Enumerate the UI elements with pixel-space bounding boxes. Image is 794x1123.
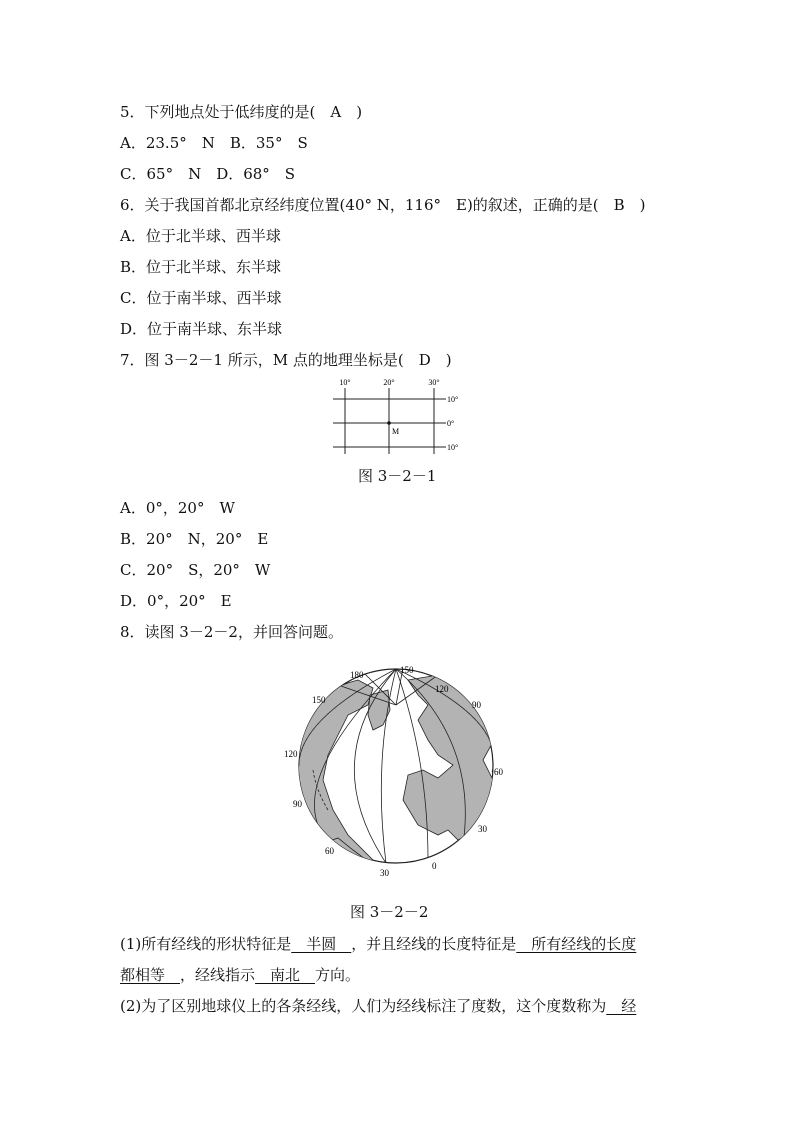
q6-option-d: D．位于南半球、东半球 <box>120 320 283 338</box>
q8-part1-text-d: 方向。 <box>315 966 361 984</box>
grid-right-label-3: 10° <box>447 443 459 452</box>
label-180: 180 <box>350 670 364 680</box>
q8-part1-text-b: ，并且经线的长度特征是 <box>351 935 517 953</box>
q7-option-c: C．20° S，20° W <box>120 561 271 579</box>
q7-stem: 7．图 3－2－1 所示，M 点的地理坐标是( D ) <box>120 351 452 369</box>
grid-top-label-2: 20° <box>383 378 395 387</box>
label-90-left: 90 <box>293 799 302 809</box>
figure-3-2-2-caption: 图 3－2－2 <box>350 903 429 921</box>
q8-stem: 8．读图 3－2－2，并回答问题。 <box>120 623 343 641</box>
q8-part2-text-a: (2)为了区别地球仪上的各条经线，人们为经线标注了度数，这个度数称为 <box>120 997 607 1015</box>
label-90-right: 90 <box>472 700 481 710</box>
label-30-right: 30 <box>478 824 487 834</box>
figure-3-2-1-caption: 图 3－2－1 <box>358 467 437 485</box>
q8-part1-text-c: ，经线指示 <box>180 966 256 984</box>
q6-option-a: A．位于北半球、西半球 <box>120 227 281 245</box>
q8-part1-line1 <box>120 934 636 954</box>
label-120-top: 120 <box>435 684 449 694</box>
q6-option-b: B．位于北半球、东半球 <box>120 258 282 276</box>
q8-part1-answer2: 所有经线的长度 <box>516 935 637 953</box>
q8-part1-answer2-cont: 都相等 <box>120 966 181 984</box>
q8-part2-line1 <box>120 996 636 1016</box>
label-30-bottom: 30 <box>380 868 389 878</box>
grid-top-label-3: 30° <box>428 378 440 387</box>
point-m <box>387 421 391 425</box>
q8-part1-answer1: 半圆 <box>291 935 352 953</box>
q7-option-b: B．20° N，20° E <box>120 530 269 548</box>
q6-option-c: C．位于南半球、西半球 <box>120 289 282 307</box>
q7-option-d: D．0°，20° E <box>120 592 232 610</box>
label-0: 0 <box>432 861 437 871</box>
q8-part2-answer: 经 <box>606 997 637 1015</box>
grid-right-label-1: 10° <box>447 395 459 404</box>
label-150-top: 150 <box>400 665 414 675</box>
label-150-left: 150 <box>312 695 326 705</box>
figure-3-2-1-grid <box>330 376 470 456</box>
label-120-left: 120 <box>284 749 298 759</box>
q7-option-a: A．0°，20° W <box>120 499 235 517</box>
q8-part1-text-a: (1)所有经线的形状特征是 <box>120 935 292 953</box>
label-60-left: 60 <box>325 846 334 856</box>
label-60-right: 60 <box>494 767 503 777</box>
q8-part1-line2 <box>120 965 360 985</box>
q5-options-cd: C．65° N D．68° S <box>120 165 296 183</box>
figure-3-2-2-globe <box>278 660 518 880</box>
grid-right-label-2: 0° <box>447 419 455 428</box>
q5-options-ab: A．23.5° N B．35° S <box>120 134 308 152</box>
point-m-label: M <box>392 427 400 436</box>
q8-part1-answer3: 南北 <box>255 966 316 984</box>
grid-top-label-1: 10° <box>339 378 351 387</box>
q6-stem: 6．关于我国首都北京经纬度位置(40° N，116° E)的叙述，正确的是( B ) <box>120 196 646 214</box>
q5-stem: 5．下列地点处于低纬度的是( A ) <box>120 103 363 121</box>
